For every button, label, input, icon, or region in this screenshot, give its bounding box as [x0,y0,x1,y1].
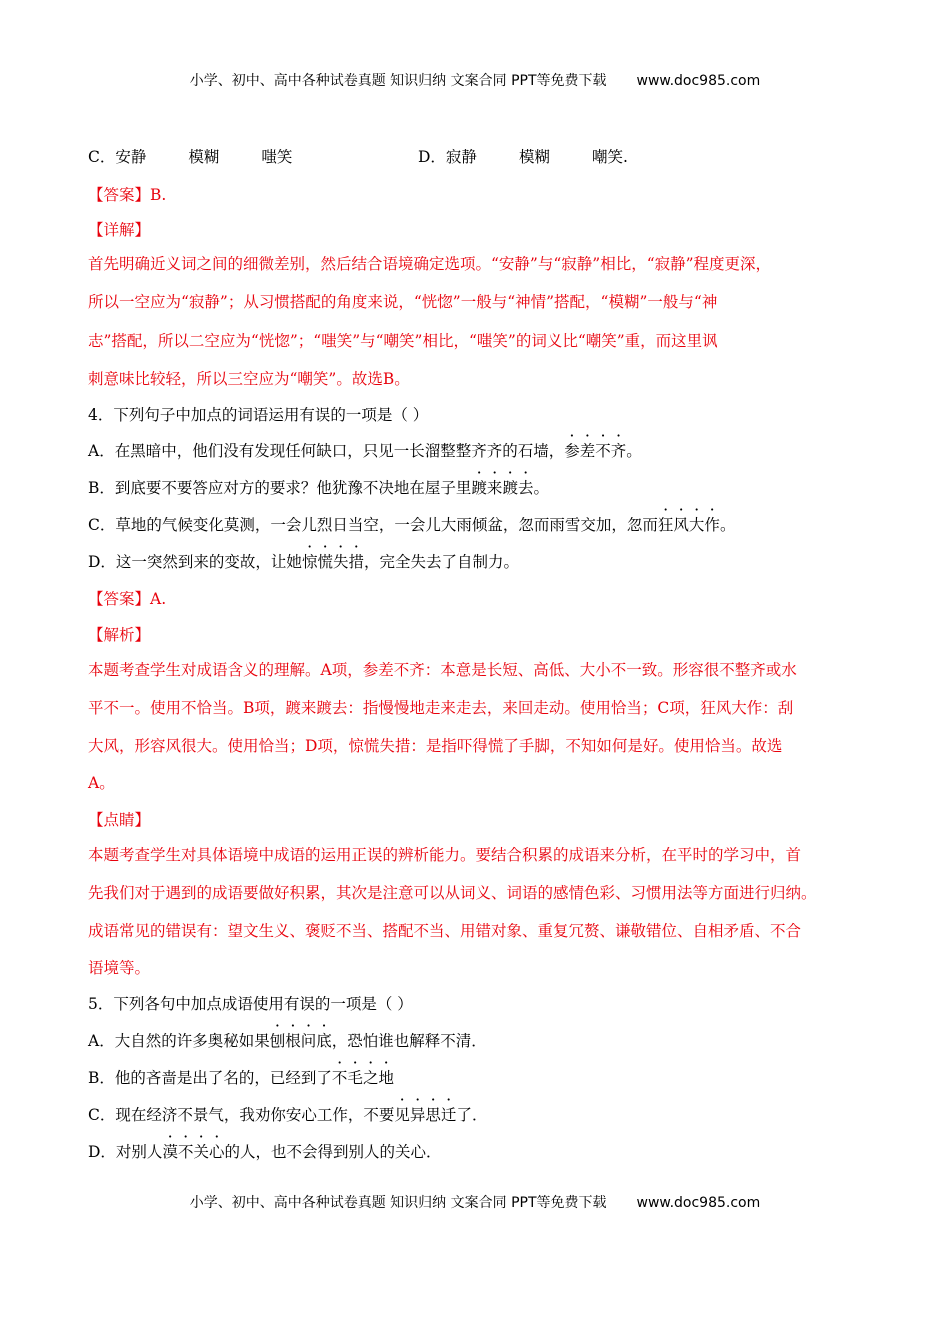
emphasized-char: 慌 [317,553,333,571]
emphasized-char: 不 [595,442,611,460]
emphasized-char: 异 [409,1106,426,1124]
q3-option-d-word2: 模糊 [518,148,550,166]
q5-a-pre: A．大自然的许多奥秘如果 [88,1032,270,1050]
q5-stem: 5．下列各句中加点成语使用有误的一项是（ ） [88,995,413,1013]
q4-option-d [88,552,878,572]
q5-c-pre: C．现在经济不景气，我劝你安心工作，不要 [88,1106,395,1124]
emphasized-char: 见 [394,1106,410,1124]
q4-point-line-3: 成语常见的错误有：望文生义、褒贬不当、搭配不当、用错对象、重复冗赘、谦敬错位、自相矛盾、不合 [88,922,802,940]
emphasized-char: 差 [579,442,596,460]
emphasized-char: 之 [362,1069,379,1087]
header-site: www.doc985.com [636,73,761,89]
emphasized-char: 来 [486,479,503,497]
emphasized-char: 去 [517,479,534,497]
q4-option-b [88,478,878,498]
q4-a-pre: A．在黑暗中，他们没有发现任何缺口，只见一长溜整整齐齐的石墙， [88,442,565,460]
q4-analysis-line-3: 大风，形容风很大。使用恰当；D项，惊慌失措：是指吓得慌了手脚，不知如何是好。使用恰当。故选 [88,737,783,755]
q4-b-post: 。 [533,479,549,497]
emphasized-char: 风 [673,516,689,534]
q3-detail-line-3: 志”搭配，所以二空应为“恍惚”；“嗤笑”与“嘲笑”相比，“嗤笑”的词义比“嘲笑”重，而这里讽 [88,332,718,350]
q4-c-post: 。 [719,516,736,534]
q4-option-a [88,441,878,461]
q3-option-c-word2: 模糊 [188,148,220,166]
q4-point-line-2: 先我们对于遇到的成语要做好积累，其次是注意可以从词义、词语的感情色彩、习惯用法等方面进行归纳。 [88,884,817,902]
q4-b-pre: B．到底要不要答应对方的要求？他犹豫不决地在屋子里 [88,479,472,497]
q4-d-post: ，完全失去了自制力。 [364,553,520,571]
emphasized-char: 地 [378,1069,394,1087]
q3-answer: 【答案】B. [88,186,167,204]
page-header [0,70,950,90]
header-title: 小学、初中、高中各种试卷真题 知识归纳 文案合同 PPT等免费下载 [189,73,607,89]
q4-answer: 【答案】A. [88,590,167,608]
emphasized-char: 齐 [610,442,627,460]
q5-option-c [88,1105,878,1125]
emphasized-char: 思 [425,1106,441,1124]
q5-d-post: 的人，也不会得到别人的关心． [224,1143,442,1161]
emphasized-char: 参 [564,442,580,460]
q4-analysis-tag: 【解析】 [88,626,151,644]
page-footer [0,1192,950,1212]
q3-option-c: C．安静 [88,148,147,166]
emphasized-char: 踱 [471,479,487,497]
q5-c-post: 了． [456,1106,488,1124]
emphasized-char: 迁 [440,1106,457,1124]
q4-stem: 4．下列句子中加点的词语运用有误的一项是（ ） [88,406,429,424]
q4-c-emphasized [658,515,720,535]
q5-option-d [88,1142,878,1162]
emphasized-char: 底 [316,1032,332,1050]
q4-d-pre: D．这一突然到来的变故，让她 [88,553,302,571]
q4-a-emphasized [564,441,626,461]
emphasized-char: 踱 [502,479,518,497]
q4-a-post: 。 [626,442,642,460]
q3-detail-line-1: 首先明确近义词之间的细微差别，然后结合语境确定选项。“安静”与“寂静”相比，“寂静”程度更深， [88,255,772,273]
q5-a-emphasized [270,1031,332,1051]
emphasized-char: 心 [208,1143,225,1161]
q3-detail-line-2: 所以一空应为“寂静”；从习惯搭配的角度来说，“恍惚”一般与“神情”搭配，“模糊”一般与“神 [88,293,718,311]
q3-option-d-label: D．寂静 [418,148,477,166]
q4-b-emphasized [471,478,533,498]
q4-analysis-line-4: A。 [88,774,115,792]
q4-option-c [88,515,878,535]
emphasized-char: 大 [688,516,705,534]
q3-option-d [418,147,628,167]
q5-option-a [88,1031,878,1051]
q4-point-line-1: 本题考查学生对具体语境中成语的运用正误的辨析能力。要结合积累的成语来分析，在平时的学习中，首 [88,846,802,864]
q5-d-emphasized [162,1142,224,1162]
emphasized-char: 作 [704,516,720,534]
emphasized-char: 不 [177,1143,194,1161]
emphasized-char: 失 [332,553,349,571]
q3-options [88,147,878,167]
q4-c-pre: C．草地的气候变化莫测，一会儿烈日当空，一会儿大雨倾盆，忽而雨雪交加，忽而 [88,516,658,534]
q3-option-c-word3: 嗤笑 [261,148,293,166]
q5-a-post: ，恐怕谁也解释不清． [331,1032,487,1050]
emphasized-char: 不 [331,1069,348,1087]
q4-analysis-line-1: 本题考查学生对成语含义的理解。A项，参差不齐：本意是长短、高低、大小不一致。形容很不整齐或水 [88,661,797,679]
q3-detail-line-4: 刺意味比较轻，所以三空应为“嘲笑”。故选B。 [88,370,410,388]
q5-option-b [88,1068,878,1088]
emphasized-char: 漠 [162,1143,178,1161]
q3-detail-tag: 【详解】 [88,221,151,239]
q5-b-pre: B．他的吝啬是出了名的，已经到了 [88,1069,332,1087]
footer-title: 小学、初中、高中各种试卷真题 知识归纳 文案合同 PPT等免费下载 [189,1195,607,1211]
emphasized-char: 关 [193,1143,209,1161]
q5-d-pre: D．对别人 [88,1143,163,1161]
emphasized-char: 根 [285,1032,301,1050]
q4-d-emphasized [302,552,364,572]
q4-point-line-4: 语境等。 [88,959,151,977]
emphasized-char: 惊 [301,553,318,571]
emphasized-char: 毛 [347,1069,363,1087]
q5-c-emphasized [394,1105,456,1125]
q5-b-emphasized [332,1068,394,1088]
emphasized-char: 问 [300,1032,317,1050]
emphasized-char: 刨 [269,1032,286,1050]
emphasized-char: 狂 [657,516,674,534]
footer-site: www.doc985.com [636,1195,761,1211]
q4-analysis-line-2: 平不一。使用不恰当。B项，踱来踱去：指慢慢地走来走去，来回走动。使用恰当；C项，狂风大作：刮 [88,699,794,717]
q4-point-tag: 【点睛】 [88,811,151,829]
q3-option-d-word3: 嘲笑. [591,148,628,166]
emphasized-char: 措 [348,553,364,571]
